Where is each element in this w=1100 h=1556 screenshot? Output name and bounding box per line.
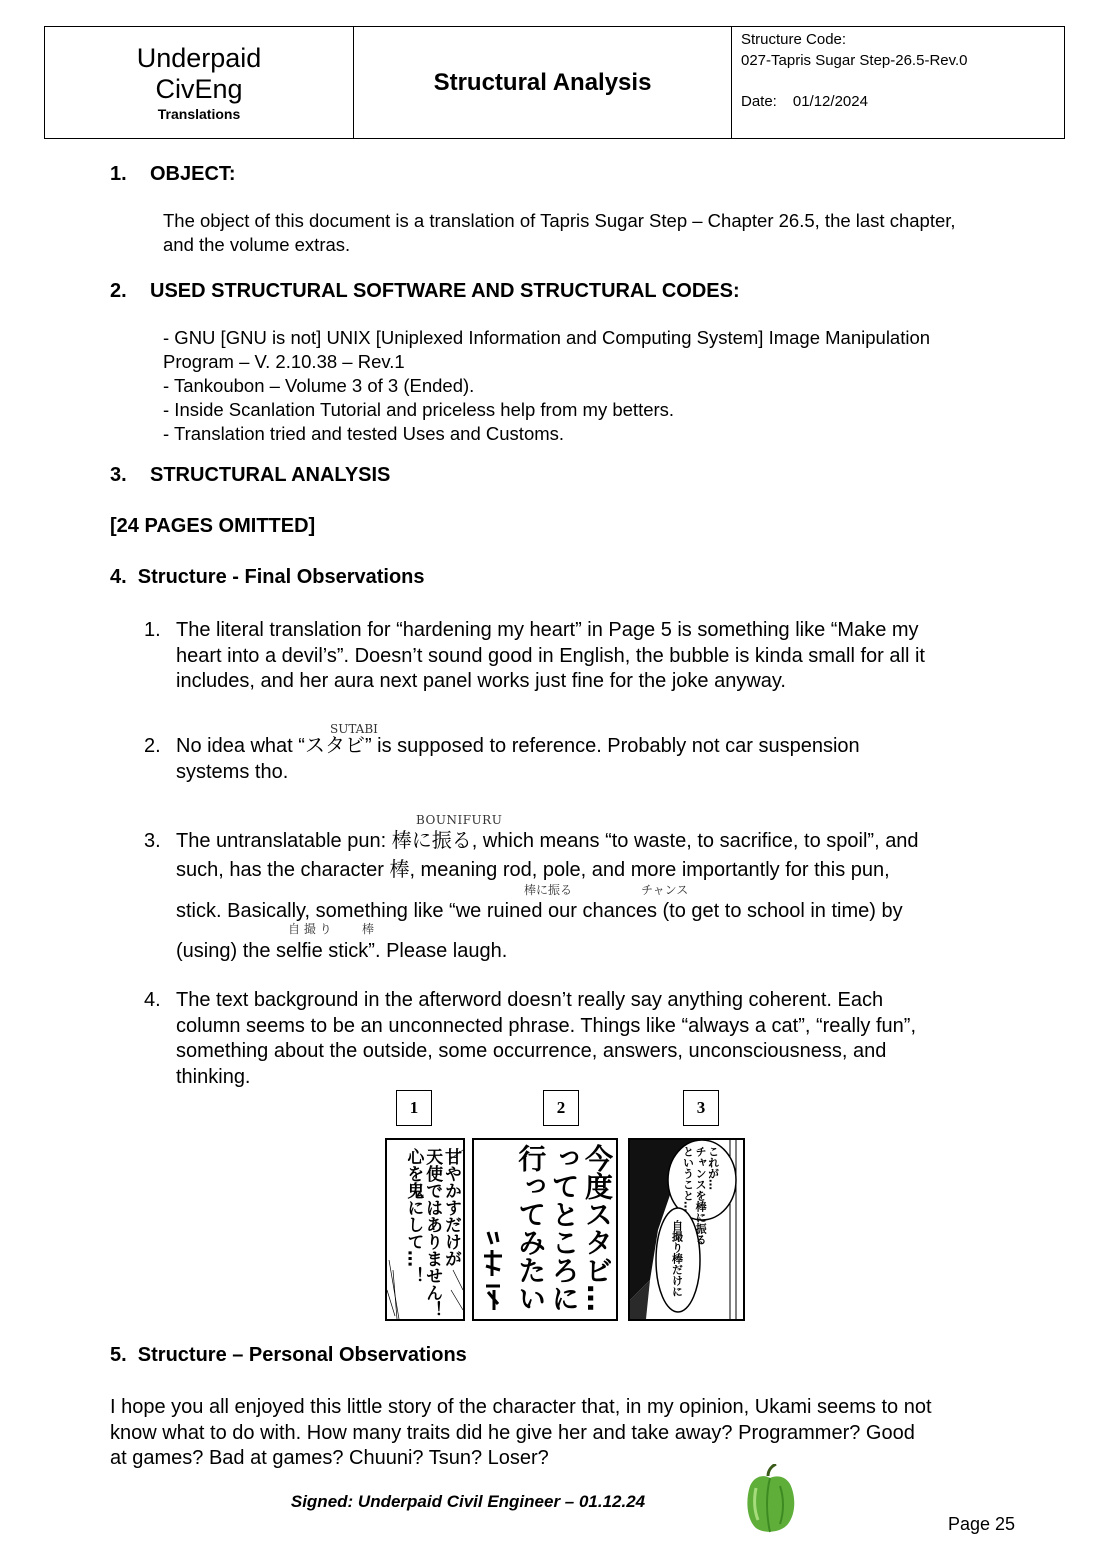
observation-number: 4. — [144, 989, 161, 1011]
section-2-line: - Tankoubon – Volume 3 of 3 (Ended). — [163, 375, 475, 396]
panel-1-text — [403, 1148, 459, 1318]
section-1-heading — [110, 163, 236, 186]
personal-observations-body — [110, 1395, 1060, 1472]
observation-line: systems tho. — [176, 760, 289, 783]
green-pepper-icon — [742, 1464, 798, 1534]
section-4-heading: 4. Structure - Final Observations — [110, 566, 425, 588]
section-3-number: 3. — [110, 464, 127, 486]
company-block — [45, 27, 354, 138]
personal-line: know what to do with. How many traits did he give her and take away? Programmer? Good — [110, 1421, 915, 1444]
manga-text-column: 今度スタビ… — [581, 1144, 614, 1312]
observation-4 — [144, 988, 1024, 1090]
section-1-line: The object of this document is a translation of Tapris Sugar Step – Chapter 26.5, the last chapter, — [163, 210, 956, 231]
section-5-heading: 5. Structure – Personal Observations — [110, 1344, 467, 1366]
observation-line: such, has the character 棒, meaning rod, pole, and more importantly for this pun, — [176, 859, 890, 881]
observation-line: (using) the selfie stick”. Please laugh. — [176, 940, 508, 962]
section-2-heading — [110, 280, 740, 303]
date-value: 01/12/2024 — [792, 93, 868, 110]
document-header — [44, 26, 1065, 139]
manga-panel-3 — [628, 1138, 745, 1321]
panel-number-3: 3 — [683, 1090, 719, 1126]
observation-number: 3. — [144, 830, 161, 852]
observation-line: heart into a devil’s”. Doesn’t sound good in English, the bubble is kinda small for all it — [176, 644, 925, 667]
ruby-chance: チャンス — [641, 883, 689, 897]
manga-text-column: 心を鬼にして…！ — [403, 1148, 424, 1284]
section-2-number: 2. — [110, 280, 127, 302]
ruby-bounifuru: BOUNIFURU — [416, 813, 503, 827]
observation-line: The text background in the afterword doesn’t really say anything coherent. Each — [176, 989, 884, 1011]
section-2-body — [163, 326, 1043, 446]
section-3-heading — [110, 464, 390, 487]
document-title: Structural Analysis — [354, 27, 732, 138]
section-2-line: Program – V. 2.10.38 – Rev.1 — [163, 351, 405, 372]
observation-line: The untranslatable pun: 棒に振る, which means “to waste, to sacrifice, to spoil”, and — [176, 830, 919, 852]
document-meta — [732, 27, 1064, 138]
background-lettering-illustration — [478, 1230, 508, 1320]
structure-code-label: Structure Code: — [741, 31, 847, 48]
section-1-body — [163, 209, 1043, 257]
manga-text-column: 行ってみたい — [514, 1144, 548, 1312]
section-2-line: - GNU [GNU is not] UNIX [Uniplexed Information and Computing System] Image Manipulation — [163, 327, 931, 348]
manga-text-column: 甘やかすだけが — [441, 1148, 461, 1267]
personal-line: I hope you all enjoyed this little story of the character that, in my opinion, Ukami seems to not — [110, 1396, 932, 1418]
structure-code-value: 027-Tapris Sugar Step-26.5-Rev.0 — [741, 52, 968, 69]
section-1-line: and the volume extras. — [163, 234, 351, 255]
section-2-line: - Inside Scanlation Tutorial and priceless help from my betters. — [163, 399, 675, 420]
observation-line: column seems to be an unconnected phrase. Things like “always a cat”, “really fun”, — [176, 1014, 916, 1037]
observation-line: something about the outside, some occurrence, answers, unconsciousness, and — [176, 1040, 887, 1062]
observation-1 — [144, 618, 1024, 695]
speech-bubble-2: 自撮り棒だけに — [670, 1220, 684, 1297]
manga-text-column: 天使ではありません！ — [422, 1148, 443, 1318]
observation-2 — [144, 734, 1024, 785]
ruby-bou: 棒 — [362, 922, 375, 936]
manga-text-column: ってところに — [547, 1144, 581, 1312]
company-name-line2: CivEng — [155, 73, 243, 104]
observation-line: thinking. — [176, 1065, 251, 1088]
page-number: Page 25 — [948, 1514, 1016, 1534]
section-3-title: STRUCTURAL ANALYSIS — [150, 464, 391, 486]
panel-number-1: 1 — [396, 1090, 432, 1126]
observation-line: The literal translation for “hardening my heart” in Page 5 is something like “Make my — [176, 619, 919, 641]
panel-number-2: 2 — [543, 1090, 579, 1126]
section-2-title: USED STRUCTURAL SOFTWARE AND STRUCTURAL CODES: — [150, 280, 740, 302]
observation-line: stick. Basically, something like “we ruined our chances (to get to school in time) by — [176, 900, 903, 922]
ruby-sutabi: SUTABI — [330, 722, 378, 736]
company-name-line1: Underpaid — [136, 42, 262, 73]
company-name-line3: Translations — [157, 105, 241, 122]
manga-text-column: チャンスを棒に振る — [694, 1146, 708, 1245]
panel-2-text — [516, 1144, 612, 1312]
observation-number: 2. — [144, 735, 161, 757]
omitted-pages-note: [24 PAGES OMITTED] — [110, 515, 316, 537]
observation-number: 1. — [144, 619, 161, 641]
section-2-line: - Translation tried and tested Uses and Customs. — [163, 423, 565, 444]
manga-text-column: ということ… — [681, 1146, 695, 1212]
personal-line: at games? Bad at games? Chuuni? Tsun? Loser? — [110, 1447, 549, 1469]
signature-text: Signed: Underpaid Civil Engineer – 01.12.24 — [290, 1492, 646, 1511]
speech-bubble-1 — [682, 1146, 719, 1245]
ruby-bou-ni-furu: 棒に振る — [524, 883, 573, 897]
manga-panel-2 — [472, 1138, 618, 1321]
ruby-jidori: 自 撮 り — [288, 922, 332, 936]
signature-row — [0, 1492, 1100, 1512]
date-label: Date: — [741, 93, 777, 110]
manga-text-column: これが… — [706, 1146, 720, 1190]
observation-line: includes, and her aura next panel works just fine for the joke anyway. — [176, 670, 786, 692]
observation-3 — [144, 827, 1024, 966]
observation-line: No idea what “スタビ” is supposed to reference. Probably not car suspension — [176, 735, 860, 757]
section-1-number: 1. — [110, 163, 127, 185]
manga-panel-1 — [385, 1138, 465, 1321]
date-row — [741, 91, 1055, 112]
section-1-title: OBJECT: — [150, 163, 236, 185]
